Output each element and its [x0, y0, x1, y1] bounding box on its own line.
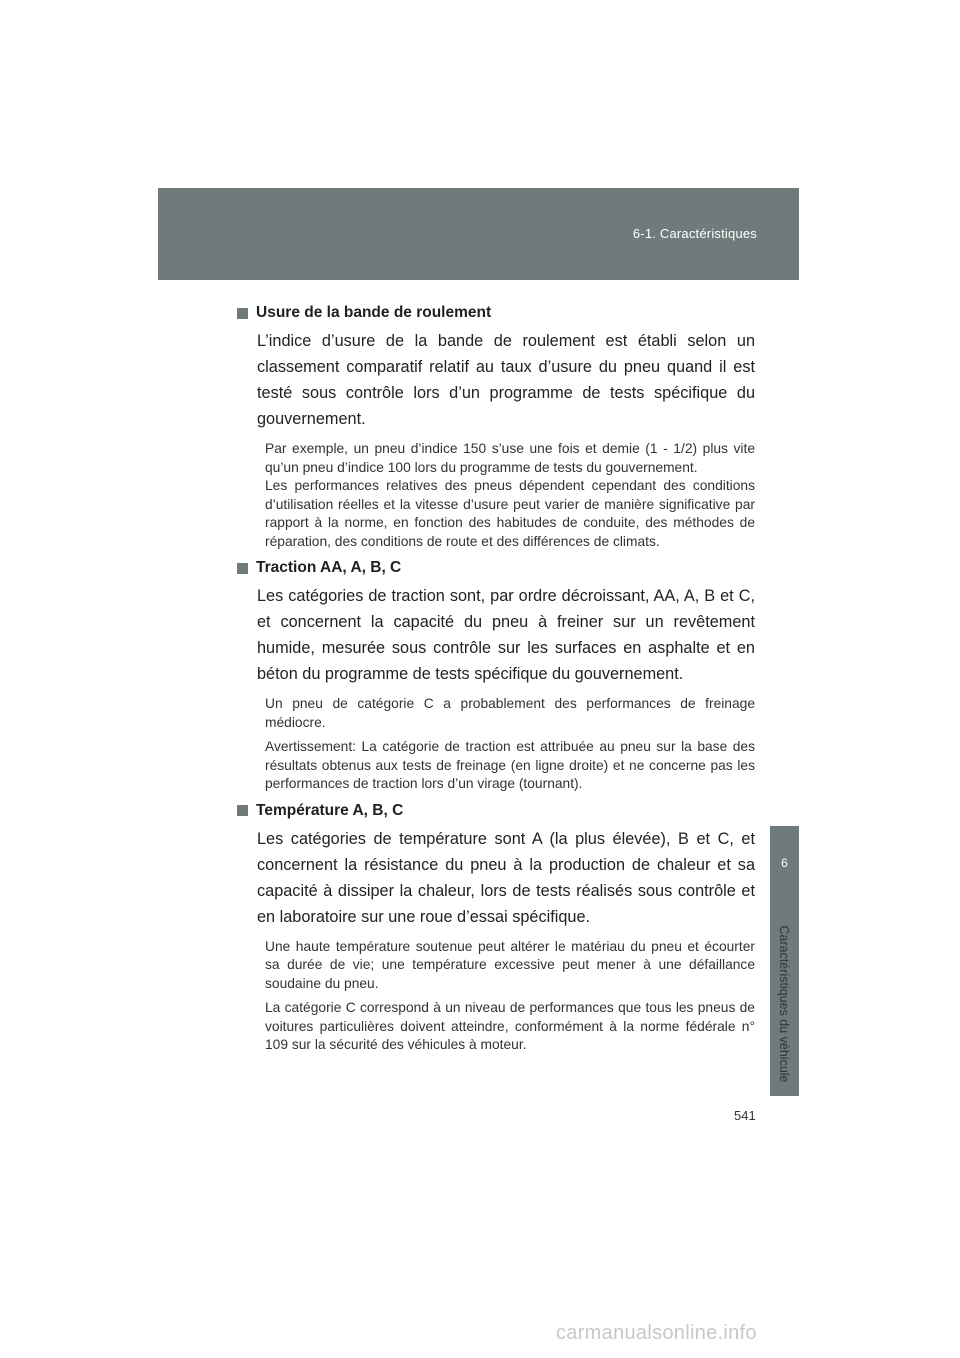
- square-bullet-icon: [237, 805, 248, 816]
- section-traction: [237, 559, 755, 794]
- page-content: [237, 304, 755, 1063]
- section-note: Par exemple, un pneu d’indice 150 s’use une fois et demie (1 - 1/2) plus vite qu’un pneu d’indice 100 lors du programme de tests du gouvernement.: [265, 441, 755, 475]
- section-title-text: Traction AA, A, B, C: [256, 559, 402, 576]
- side-tab-number: 6: [781, 856, 788, 870]
- square-bullet-icon: [237, 563, 248, 574]
- section-body: Les catégories de traction sont, par ordre décroissant, AA, A, B et C, et concernent la capacité du pneu à freiner sur un revêtement humide, mesurée sous contrôle sur les surfaces en asphalte et en béton du programme de tests spécifique du gouvernement.: [257, 587, 755, 683]
- section-note: Avertissement: La catégorie de traction est attribuée au pneu sur la base des résultats obtenus aux tests de freinage (en ligne droite) et ne concerne pas les performances de traction lors d’un virage (tournant).: [265, 739, 755, 791]
- section-title: [237, 802, 755, 820]
- chapter-title: 6-1. Caractéristiques: [632, 226, 757, 241]
- section-title-text: Température A, B, C: [256, 801, 404, 819]
- header-band: [158, 188, 799, 280]
- section-body: L’indice d’usure de la bande de roulement est établi selon un classement comparatif relatif au taux d’usure du pneu quand il est testé sous contrôle lors d’un programme de tests spécifique du gouvernement.: [257, 332, 755, 428]
- section-title: [237, 304, 755, 322]
- side-tab-label: Caractéristiques du véhicule: [777, 925, 791, 1083]
- watermark: carmanualsonline.info: [556, 1322, 757, 1344]
- section-note: Les performances relatives des pneus dépendent cependant des conditions d’utilisation réelles et la vitesse d’usure peut varier de manière significative par rapport à la norme, en fonction des habitudes de conduite, des méthodes de réparation, des conditions de route et des différences de climats.: [265, 478, 755, 549]
- section-note: Une haute température soutenue peut altérer le matériau du pneu et écourter sa durée de vie; une température excessive peut mener à une défaillance soudaine du pneu.: [265, 938, 755, 991]
- square-bullet-icon: [237, 308, 248, 319]
- section-tread-wear: [237, 304, 755, 551]
- section-temperature: [237, 802, 755, 1055]
- section-title-text: Usure de la bande de roulement: [256, 304, 492, 321]
- page-number: 541: [734, 1108, 756, 1123]
- section-note: Un pneu de catégorie C a probablement des performances de freinage médiocre.: [265, 696, 755, 730]
- section-note: La catégorie C correspond à un niveau de performances que tous les pneus de voitures particulières doivent atteindre, conformément à la norme fédérale n° 109 sur la sécurité des véhicules à moteur.: [265, 1000, 755, 1052]
- section-body: Les catégories de température sont A (la plus élevée), B et C, et concernent la résistance du pneu à la production de chaleur et sa capacité à dissiper la chaleur, lors de tests réalisés sous contrôle et en laboratoire sur une roue d’essai spécifique.: [257, 829, 755, 926]
- section-title: [237, 559, 755, 577]
